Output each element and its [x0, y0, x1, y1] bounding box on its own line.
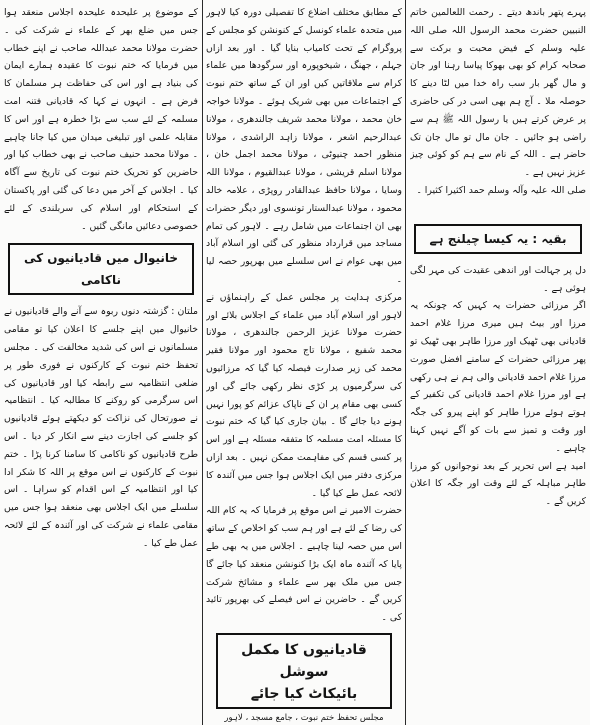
article-paragraph: امید ہے اس تحریر کے بعد نوجوانوں کو مرزا طاہر مباہلہ کے لئے وقت اور جگہ کا اعلان کریں گے ۔ — [410, 460, 586, 508]
boycott-box — [216, 633, 392, 709]
article-paragraph: اگر مرزائی حضرات یہ کہیں کہ چونکہ یہ مرزا اور بیٹ ہیں میری مرزا غلام احمد قادیانی بھی ٹھیک اور مرزا طاہر بھی ٹھیک تو پھر مرزائی حضرات کے سامنے افضل صورت مرزا غلام احمد قادیانی والی ہم نے ہی رکھی ہے اور مرزا غلام احمد قادیانی کی تکفیر کے ہوتے ہوئے مرزا طاہر کو اپنے پیرو کی جگہ اور وقت و تمیز سے بات کو آگے نہیں کہنا چاہیے ۔ — [410, 300, 586, 454]
article-paragraph: صلی اللہ علیہ وآلہ وسلم حمد اکثیرا کثیرا ۔ — [416, 184, 586, 196]
column-divider — [202, 0, 203, 725]
article-paragraph: کے مطابق مختلف اضلاع کا تفصیلی دورہ کیا لاہور میں متحدہ علماء کونسل کے کنونشن کو مجلس کے پروگرام کے تحت کامیاب بنایا گیا ۔ اور بعد ازاں جہلم ، جھنگ ، شیخوپورہ اور سرگودھا میں علماء کرام سے ملاقاتیں کیں اور ان کے ساتھ ختم نبوت کے اجتماعات میں بھی شریک ہوئے ۔ مولانا خواجہ خان محمد ، مولانا محمد شریف جالندھری ، مولانا عبدالرحیم اشعر ، مولانا زاہد الراشدی ، مولانا منظور احمد چنیوٹی ، مولانا محمد اجمل خان ، مولانا اسلم قریشی ، مولانا عبدالقیوم ، مولانا اللہ وسایا ، مولانا حافظ عبدالقادر روپڑی ، علامہ خالد محمود ، مولانا عبدالستار تونسوی اور دیگر حضرات بھی ان اجتماعات میں شامل رہے ۔ لاہور کی تمام مساجد میں قرارداد منظور کی گئی اور اسلام آباد میں بھی عوام نے اس سلسلے میں بھرپور حصہ لیا ۔ — [206, 7, 402, 285]
column-divider — [405, 0, 406, 725]
boycott-line-2: بائیکاٹ کیا جائے — [250, 685, 358, 702]
article-paragraph: مرکزی ہدایت پر مجلس عمل کے راہنماؤں نے لاہور اور اسلام آباد میں علماء کے اجلاس بلائے اور حضرت مولانا عزیز الرحمن جالندھری ، مولانا محمد شفیع ، مولانا تاج محمود اور مولانا فقیر محمد کی زیر صدارت فیصلہ کیا گیا کہ مرزائیوں کی سرگرمیوں پر کڑی نظر رکھی جائے گی اور کسی بھی مقام پر ان کے ناپاک عزائم کو پورا نہیں ہونے دیا جائے گا ۔ بیان جاری کیا گیا کہ ختم نبوت کا مسئلہ امت مسلمہ کا متفقہ مسئلہ ہے اور اس پر کسی قسم کی مفاہمت ممکن نہیں ۔ بعد ازاں مرکزی دفتر میں ایک اجلاس ہوا جس میں آئندہ کا لائحہ عمل طے کیا گیا ۔ — [206, 291, 402, 499]
article-paragraph: کے موضوع پر علیحدہ علیحدہ اجلاس منعقد ہوا جس میں ضلع بھر کے علماء نے شرکت کی ۔ حضرت مولانا محمد عبداللہ صاحب نے اپنے خطاب میں فرمایا کہ ختم نبوت کا عقیدہ ہمارے ایمان کی بنیاد ہے اور اس کی حفاظت ہر مسلمان کا فرض ہے ۔ انہوں نے کہا کہ قادیانی فتنہ امت مسلمہ کے لئے سب سے بڑا خطرہ ہے اور اس کا مقابلہ علمی اور تبلیغی میدان میں کیا جانا چاہیے ۔ مولانا محمد حنیف صاحب نے بھی خطاب کیا اور حاضرین کو تحریک ختم نبوت کی تاریخ سے آگاہ کیا ۔ اجلاس کے آخر میں دعا کی گئی اور پاکستان کے استحکام اور اسلام کی سربلندی کے لئے خصوصی دعائیں مانگی گئیں ۔ — [4, 7, 198, 232]
section-heading: خانیوال میں قادیانیوں کی ناکامی — [8, 243, 194, 295]
left-column — [4, 4, 198, 722]
boycott-byline: مجلس تحفظ ختم نبوت ، جامع مسجد ، لاہور — [224, 712, 384, 722]
middle-column — [206, 4, 402, 722]
article-paragraph: دل پر جہالت اور اندھی عقیدت کی مہر لگی ہوئی ہے ۔ — [410, 264, 586, 294]
section-heading: بقیہ : یہ کیسا چیلنج ہے — [414, 224, 582, 254]
right-column — [410, 4, 586, 722]
boycott-line-1: قادیانیوں کا مکمل سوشل — [241, 641, 367, 680]
article-paragraph: ملتان : گزشتہ دنوں ربوہ سے آنے والے قادیانیوں نے خانیوال میں اپنے جلسے کا اعلان کیا تو مقامی مسلمانوں نے اس کی شدید مخالفت کی ۔ مجلس تحفظ ختم نبوت کے کارکنوں نے فوری طور پر ضلعی انتظامیہ سے رابطہ کیا اور قادیانیوں کی اس سرگرمی کو روکنے کا مطالبہ کیا ۔ انتظامیہ نے صورتحال کی نزاکت کو دیکھتے ہوئے قادیانیوں کو جلسے کی اجازت دینے سے انکار کر دیا ۔ اس طرح قادیانیوں کو ناکامی کا سامنا کرنا پڑا ۔ ختم نبوت کے کارکنوں نے اس موقع پر اللہ کا شکر ادا کیا اور انتظامیہ کے اس اقدام کو سراہا ۔ اس سلسلے میں ایک اجلاس بھی منعقد ہوا جس میں مقامی علماء نے شرکت کی اور آئندہ کے لئے لائحہ عمل طے کیا ۔ — [4, 306, 198, 549]
article-paragraph: پہرے پتھر باندھ دیتے ۔ رحمت اللعالمین خاتم النبیین حضرت محمد الرسول اللہ صلی اللہ علیہ وسلم کے فیض محبت و برکت سے صحابہ کرام کو بھی بھوکا پیاسا رہنا اور جان و مال گھر بار سب راہ خدا میں لٹا دینے کا حوصلہ ملا ۔ آج ہم بھی اسی در کی حاضری پر عرض کرتے ہیں یا رسول اللہ ﷺ ہم سے راضی ہو جائیں ۔ جان مال تو مال جان تک حاضر ہے ۔ اللہ کے نام سے ہم کو کوئی چیز عزیز نہیں ہے ۔ — [410, 7, 586, 179]
article-paragraph: حضرت الامیر نے اس موقع پر فرمایا کہ یہ کام اللہ کی رضا کے لئے ہے اور ہم سب کو اخلاص کے ساتھ اس میں حصہ لینا چاہیے ۔ اجلاس میں یہ بھی طے پایا کہ آئندہ ماہ ایک بڑا کنونشن منعقد کیا جائے گا جس میں ملک بھر سے علماء و مشائخ شرکت کریں گے ۔ حاضرین نے اس فیصلے کی بھرپور تائید کی ۔ — [206, 505, 402, 624]
